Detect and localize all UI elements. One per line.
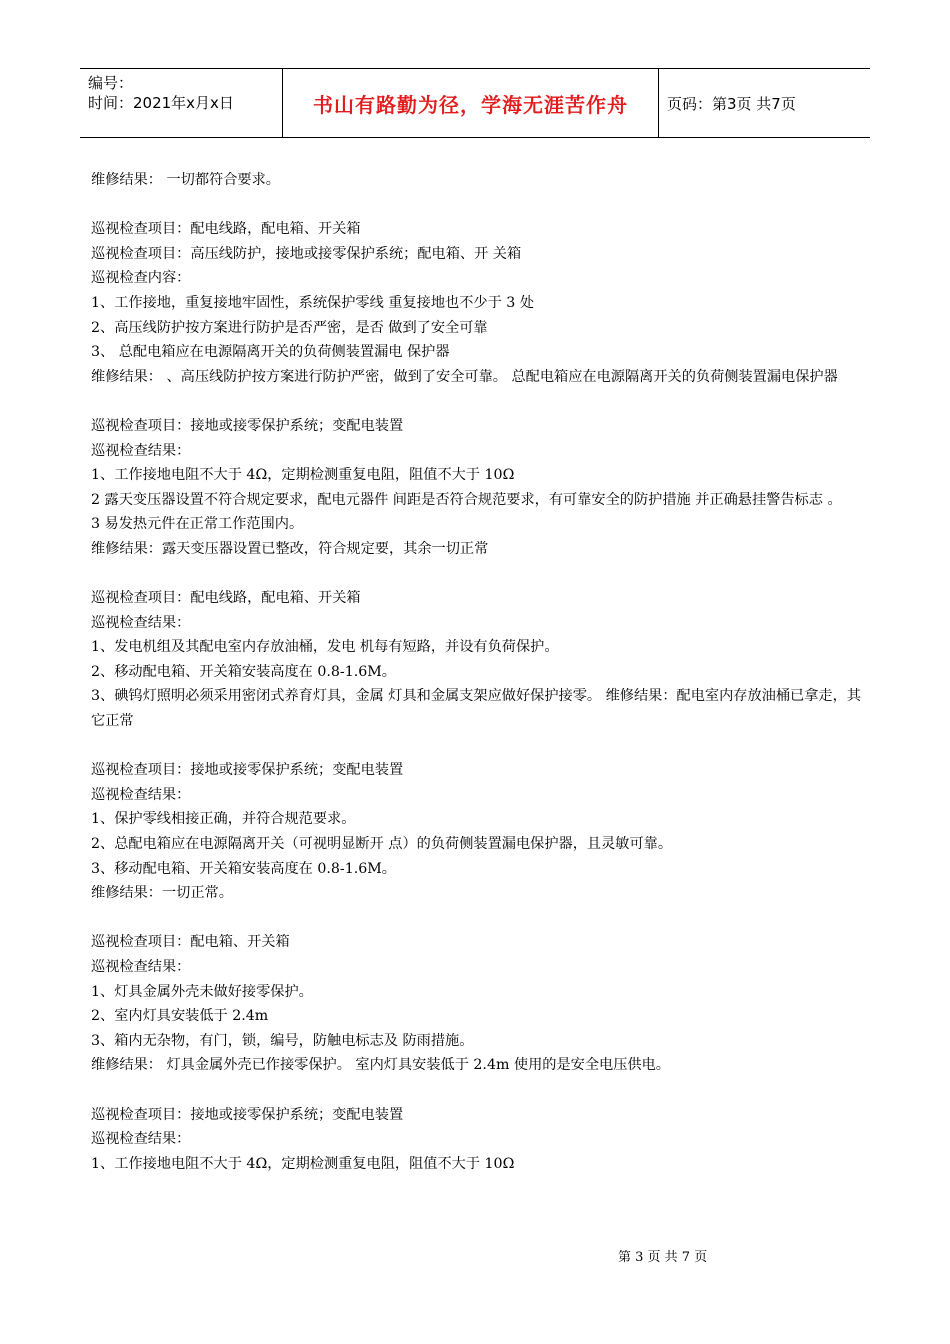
page-header — [80, 68, 870, 138]
text-line: 巡视检查内容： — [91, 270, 191, 287]
text-line: 巡视检查项目：高压线防护，接地或接零保护系统；配电箱、开 关箱 — [91, 245, 522, 262]
text-line: 1、工作接地电阻不大于 4Ω，定期检测重复电阻，阻值不大于 10Ω — [91, 1155, 515, 1172]
text-line: 2、总配电箱应在电源隔离开关（可视明显断开 点）的负荷侧装置漏电保护器，且灵敏可靠。 — [91, 836, 673, 853]
text-line: 1、灯具金属外壳未做好接零保护。 — [91, 983, 313, 1000]
text-line: 1、工作接地，重复接地牢固性，系统保护零线 重复接地也不少于 3 处 — [91, 294, 535, 311]
text-line: 3、 总配电箱应在电源隔离开关的负荷侧装置漏电 保护器 — [91, 344, 450, 361]
paragraph-gap — [91, 906, 861, 931]
text-line: 3、箱内无杂物，有门，锁，编号，防触电标志及 防雨措施。 — [91, 1032, 474, 1049]
text-line: 1、工作接地电阻不大于 4Ω，定期检测重复电阻，阻值不大于 10Ω — [91, 467, 515, 484]
document-number-label: 编号： — [88, 74, 134, 92]
header-page-info: 页码：第3页 共7页 — [667, 94, 796, 113]
text-line: 巡视检查结果： — [91, 1131, 191, 1148]
text-line: 巡视检查结果： — [91, 614, 191, 631]
text-line: 3、移动配电箱、开关箱安装高度在 0.8-1.6M。 — [91, 860, 396, 877]
text-line: 2、高压线防护按方案进行防护是否严密，是否 做到了安全可靠 — [91, 319, 488, 336]
text-line: 1、发电机组及其配电室内存放油桶，发电 机每有短路，并设有负荷保护。 — [91, 639, 559, 656]
text-line: 维修结果：露天变压器设置已整改，符合规定要，其余一切正常 — [91, 540, 489, 557]
paragraph-gap — [91, 389, 861, 414]
text-line: 1、保护零线相接正确，并符合规范要求。 — [91, 811, 356, 828]
text-line: 2 露天变压器设置不符合规定要求，配电元器件 间距是否符合规范要求，有可靠安全的防护措施 并正确悬挂警告标志 。 — [91, 491, 842, 508]
document-body — [91, 168, 861, 1176]
paragraph-gap — [91, 562, 861, 587]
text-line: 维修结果：一切正常。 — [91, 885, 233, 902]
text-line: 维修结果： 一切都符合要求。 — [91, 172, 280, 188]
text-line: 2、室内灯具安装低于 2.4m — [91, 1008, 269, 1025]
text-line: 巡视检查项目：配电箱、开关箱 — [91, 934, 290, 951]
paragraph-gap — [91, 193, 861, 218]
text-line: 维修结果： 、高压线防护按方案进行防护严密，做到了安全可靠。 总配电箱应在电源隔离开关的负荷侧装置漏电保护器 — [91, 368, 838, 385]
document-date-label: 时间：2021年x月x日 — [88, 94, 234, 112]
text-line: 3、碘钨灯照明必须采用密闭式养育灯具，金属 灯具和金属支架应做好保护接零。 维修结果：配电室内存放油桶已拿走，其它正常 — [91, 688, 861, 730]
text-line: 3 易发热元件在正常工作范围内。 — [91, 516, 304, 533]
text-line: 巡视检查结果： — [91, 442, 191, 459]
text-line: 2、移动配电箱、开关箱安装高度在 0.8-1.6M。 — [91, 663, 396, 680]
text-line: 巡视检查项目：配电线路，配电箱、开关箱 — [91, 221, 361, 238]
text-line: 巡视检查项目：配电线路，配电箱、开关箱 — [91, 590, 361, 607]
text-line: 巡视检查结果： — [91, 786, 191, 803]
paragraph-gap — [91, 1078, 861, 1103]
page-footer: 第 3 页 共 7 页 — [618, 1250, 708, 1265]
text-line: 巡视检查项目：接地或接零保护系统；变配电装置 — [91, 417, 404, 434]
text-line: 维修结果： 灯具金属外壳已作接零保护。 室内灯具安装低于 2.4m 使用的是安全电压供电。 — [91, 1057, 670, 1074]
paragraph-gap — [91, 734, 861, 759]
header-motto: 书山有路勤为径，学海无涯苦作舟 — [283, 69, 659, 137]
text-line: 巡视检查项目：接地或接零保护系统；变配电装置 — [91, 762, 404, 779]
text-line: 巡视检查项目：接地或接零保护系统；变配电装置 — [91, 1106, 404, 1123]
header-meta — [80, 69, 283, 137]
text-line: 巡视检查结果： — [91, 959, 191, 975]
